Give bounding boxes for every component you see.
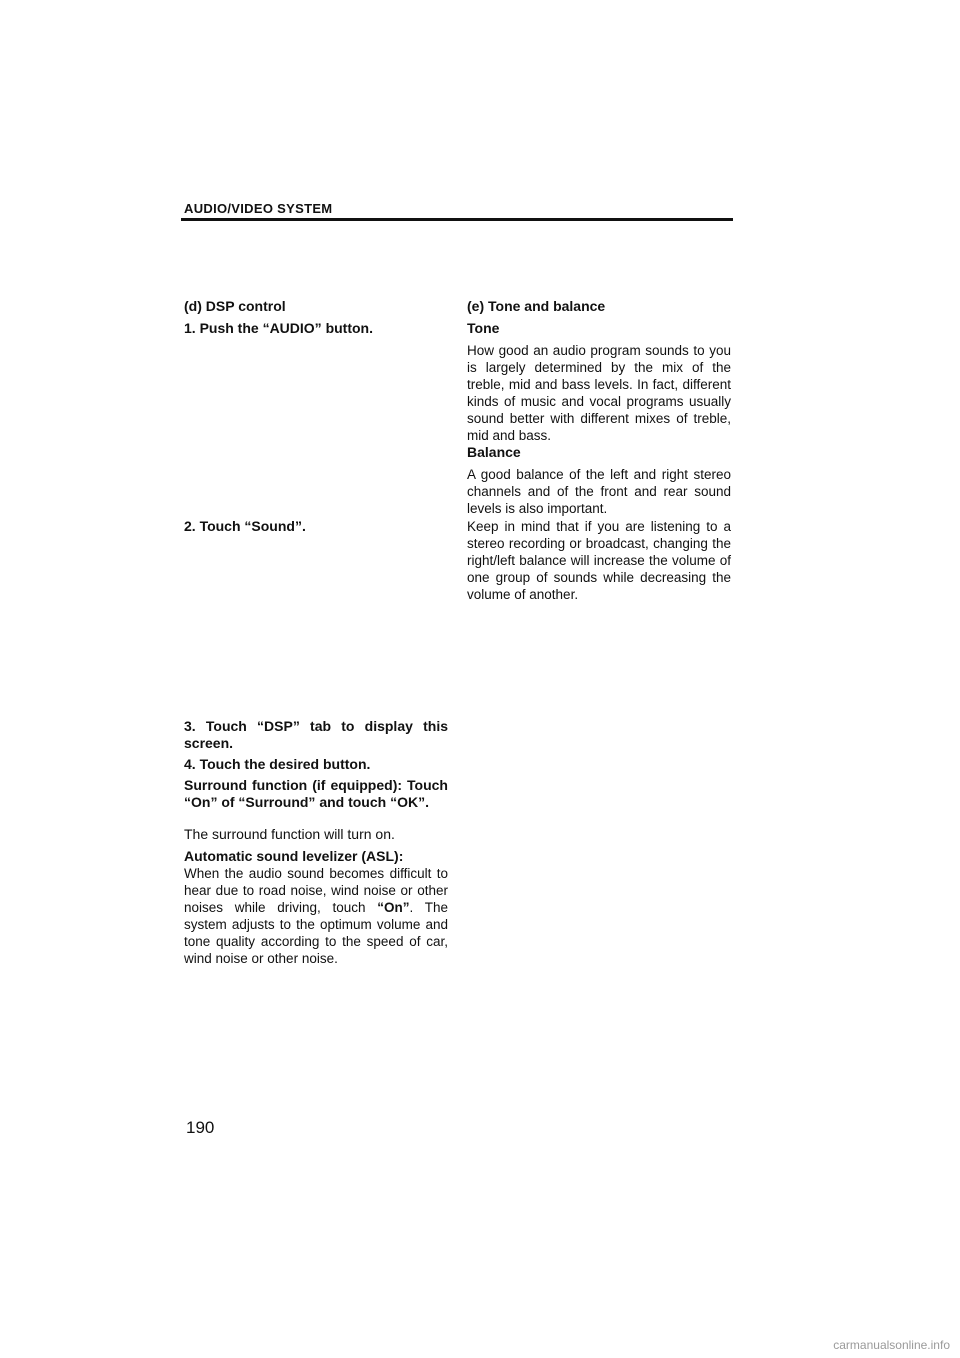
asl-text: When the audio sound becomes difficult to hear due to road noise, wind noise or other noises while driving, touch “On”. The system adjusts to the optimum volume and tone quality according to the speed of car, wind noise or other noise. bbox=[184, 866, 448, 966]
step-4: 4. Touch the desired button. bbox=[184, 756, 371, 772]
tone-text: How good an audio program sounds to you is largely determined by the mix of the treble, mid and bass levels. In fact, different kinds of music and vocal programs usually sound better with different mixes of treble, mid and bass. bbox=[467, 343, 731, 443]
header-rule bbox=[181, 218, 733, 221]
keep-in-mind-text: Keep in mind that if you are listening to a stereo recording or broadcast, changing the right/left balance will increase the volume of one group of sounds while decreasing the volume of another. bbox=[467, 519, 731, 602]
balance-text: A good balance of the left and right stereo channels and of the front and rear sound levels is also important. bbox=[467, 467, 731, 516]
step-2: 2. Touch “Sound”. bbox=[184, 518, 306, 534]
surround-heading: Surround function (if equipped): Touch “On” of “Surround” and touch “OK”. bbox=[184, 777, 448, 810]
page-header: AUDIO/VIDEO SYSTEM bbox=[184, 201, 333, 216]
watermark-text: carmanualsonline.info bbox=[833, 1338, 950, 1352]
asl-heading: Automatic sound levelizer (ASL): bbox=[184, 848, 404, 864]
step-3: 3. Touch “DSP” tab to display this screen. bbox=[184, 718, 448, 751]
step-1: 1. Push the “AUDIO” button. bbox=[184, 320, 373, 336]
section-title-tone-balance: (e) Tone and balance bbox=[467, 298, 606, 314]
page-number: 190 bbox=[186, 1118, 215, 1137]
tone-heading: Tone bbox=[467, 320, 500, 336]
surround-text: The surround function will turn on. bbox=[184, 826, 395, 842]
balance-heading: Balance bbox=[467, 444, 521, 460]
section-title-dsp: (d) DSP control bbox=[184, 298, 286, 314]
